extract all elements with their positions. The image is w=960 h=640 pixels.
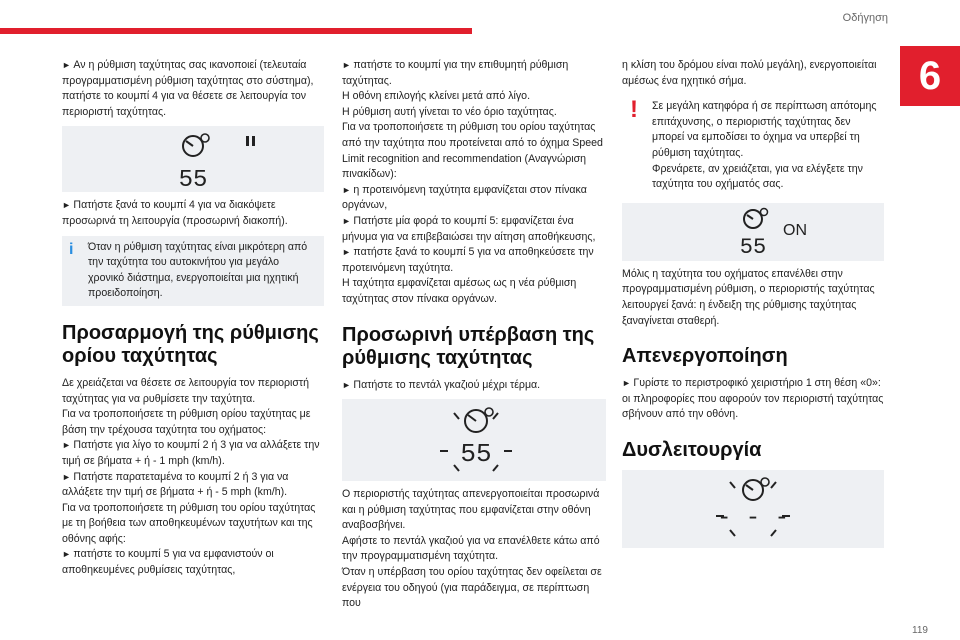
warning-icon: ! — [630, 96, 638, 124]
bullet: ► η προτεινόμενη ταχύτητα εμφανίζεται στον πίνακα οργάνων, — [342, 183, 606, 214]
bullet: ► Γυρίστε το περιστροφικό χειριστήριο 1 στη θέση «0»: οι πληροφορίες που αφορούν τον περιοριστή ταχύτητας σβήνουν από την οθόνη. — [622, 376, 884, 423]
info-icon: i — [69, 240, 74, 258]
note-text: Όταν η ρύθμιση ταχύτητας είναι μικρότερη από την ταχύτητα του αυτοκινήτου για μεγάλο χρονικό διάστημα, ενεργοποιείται μια ηχητική προειδοποίηση. — [88, 240, 308, 300]
column-1 — [62, 58, 324, 579]
bullet: ► Πατήστε το πεντάλ γκαζιού μέχρι τέρμα. — [342, 378, 606, 394]
paragraph: Η ρύθμιση αυτή γίνεται το νέο όριο ταχύτητας. — [342, 105, 557, 118]
column-3 — [622, 58, 884, 554]
chapter-number: 6 — [900, 46, 960, 106]
paragraph: η κλίση του δρόμου είναι πολύ μεγάλη), ενεργοποιείται αμέσως ένα ηχητικό σήμα. — [622, 59, 877, 87]
speed-limiter-on-display-icon — [622, 203, 884, 261]
warning-note — [622, 95, 884, 197]
display-value: 55 — [460, 439, 492, 470]
paragraph: Η ταχύτητα εμφανίζεται αμέσως ως η νέα ρύθμιση ταχύτητας στον πίνακα οργάνων. — [342, 277, 577, 305]
info-note — [62, 236, 324, 306]
bullet: ► Πατήστε για λίγο το κουμπί 2 ή 3 για να αλλάξετε την τιμή σε βήματα + ή - 1 mph (km/h). — [62, 438, 324, 469]
heading-malfunction: Δυσλειτουργία — [622, 438, 762, 461]
display-panel-on — [622, 203, 884, 261]
bullet: ► πατήστε ξανά το κουμπί 5 για να αποθηκεύσετε την προτεινόμενη ταχύτητα. — [342, 245, 606, 276]
heading-adjust-limit: Προσαρμογή της ρύθμισης ορίου ταχύτητας — [62, 321, 319, 367]
heading-deactivation: Απενεργοποίηση — [622, 345, 788, 368]
warning-text: Σε μεγάλη κατηφόρα ή σε περίπτωση απότομης επιτάχυνσης, ο περιοριστής ταχύτητας δεν μπορεί να εμποδίσει το όχημα να υπερβεί τη ρύθμιση ταχύτητας. — [652, 100, 877, 159]
display-panel-malfunction — [622, 470, 884, 548]
display-panel-limiter-paused — [62, 126, 324, 192]
speed-limiter-display-icon — [62, 126, 324, 192]
paragraph: Η οθόνη επιλογής κλείνει μετά από λίγο. — [342, 90, 531, 103]
page-number: 119 — [912, 625, 928, 636]
bullet: ► Πατήστε μία φορά το κουμπί 5: εμφανίζεται ένα μήνυμα για να επιβεβαιώσει την αίτηση αποθήκευσης, — [342, 214, 606, 245]
on-label: ON — [783, 221, 807, 239]
bullet: ► πατήστε το κουμπί για την επιθυμητή ρύθμιση ταχύτητας. — [342, 58, 606, 89]
display-panel-override — [342, 399, 606, 481]
paragraph: Μόλις η ταχύτητα του οχήματος επανέλθει στην προγραμματισμένη ρύθμιση, ο περιοριστής ταχύτητας λειτουργεί ξανά: η ένδειξη της ρύθμισης ταχύτητας ξαναγίνεται σταθερή. — [622, 267, 875, 327]
paragraph: Όταν η υπέρβαση του ορίου ταχύτητας δεν οφείλεται σε ενέργεια του οδηγού (για παράδειγμα, σε περίπτωση που — [342, 566, 602, 610]
speed-limiter-fault-display-icon — [622, 470, 884, 548]
bullet: ► πατήστε το κουμπί 5 για να εμφανιστούν οι αποθηκευμένες ρυθμίσεις ταχύτητας, — [62, 547, 324, 578]
speed-limiter-flashing-display-icon — [342, 399, 606, 481]
bullet: ► Πατήστε παρατεταμένα το κουμπί 2 ή 3 για να αλλάξετε την τιμή σε βήματα + ή - 5 mph (km/h). — [62, 470, 324, 501]
paragraph: Για να τροποποιήσετε τη ρύθμιση ορίου ταχύτητας με βάση την τρέχουσα ταχύτητα του οχήματος: — [62, 408, 311, 436]
paragraph: Για να τροποποιήσετε τη ρύθμιση του ορίου ταχύτητας με τη βοήθεια των αποθηκευμένων ταχυτήτων και της οθόνης αφής: — [62, 501, 316, 545]
display-value: 55 — [739, 234, 767, 260]
section-title: Οδήγηση — [842, 12, 888, 24]
paragraph: Δε χρειάζεται να θέσετε σε λειτουργία τον περιοριστή ταχύτητας για να ρυθμίσετε την ταχύτητα. — [62, 376, 309, 405]
dash-display: - - - — [716, 504, 790, 532]
paragraph: Αφήστε το πεντάλ γκαζιού για να επανέλθετε κάτω από την προγραμματισμένη ταχύτητα. — [342, 534, 600, 563]
paragraph: ► Αν η ρύθμιση ταχύτητας σας ικανοποιεί (τελευταία προγραμματισμένη ρύθμιση ταχύτητας στο σύστημα), πατήστε το κουμπί 4 για να θέσετε σε λειτουργία τον περιοριστή ταχύτητας. — [62, 58, 324, 120]
warning-text: Φρενάρετε, αν χρειάζεται, για να ελέγξετε την ταχύτητα του οχήματός σας. — [652, 162, 863, 191]
column-2 — [342, 58, 606, 612]
heading-temporary-override: Προσωρινή υπέρβαση της ρύθμισης ταχύτητας — [342, 323, 595, 369]
display-value: 55 — [178, 167, 208, 193]
paragraph: Ο περιοριστής ταχύτητας απενεργοποιείται προσωρινά και η ρύθμιση ταχύτητας που εμφανίζεται στην οθόνη αναβοσβήνει. — [342, 488, 600, 532]
header-accent-bar — [0, 28, 472, 34]
paragraph: Για να τροποποιήσετε τη ρύθμιση του ορίου ταχύτητας από την ταχύτητα που προτείνεται από το όχημα Speed Limit recognition and recommendation (Αναγνώριση πινακίδων): — [342, 121, 603, 181]
paragraph: ► Πατήστε ξανά το κουμπί 4 για να διακόψετε προσωρινά τη λειτουργία (προσωρινή διακοπή). — [62, 198, 324, 229]
